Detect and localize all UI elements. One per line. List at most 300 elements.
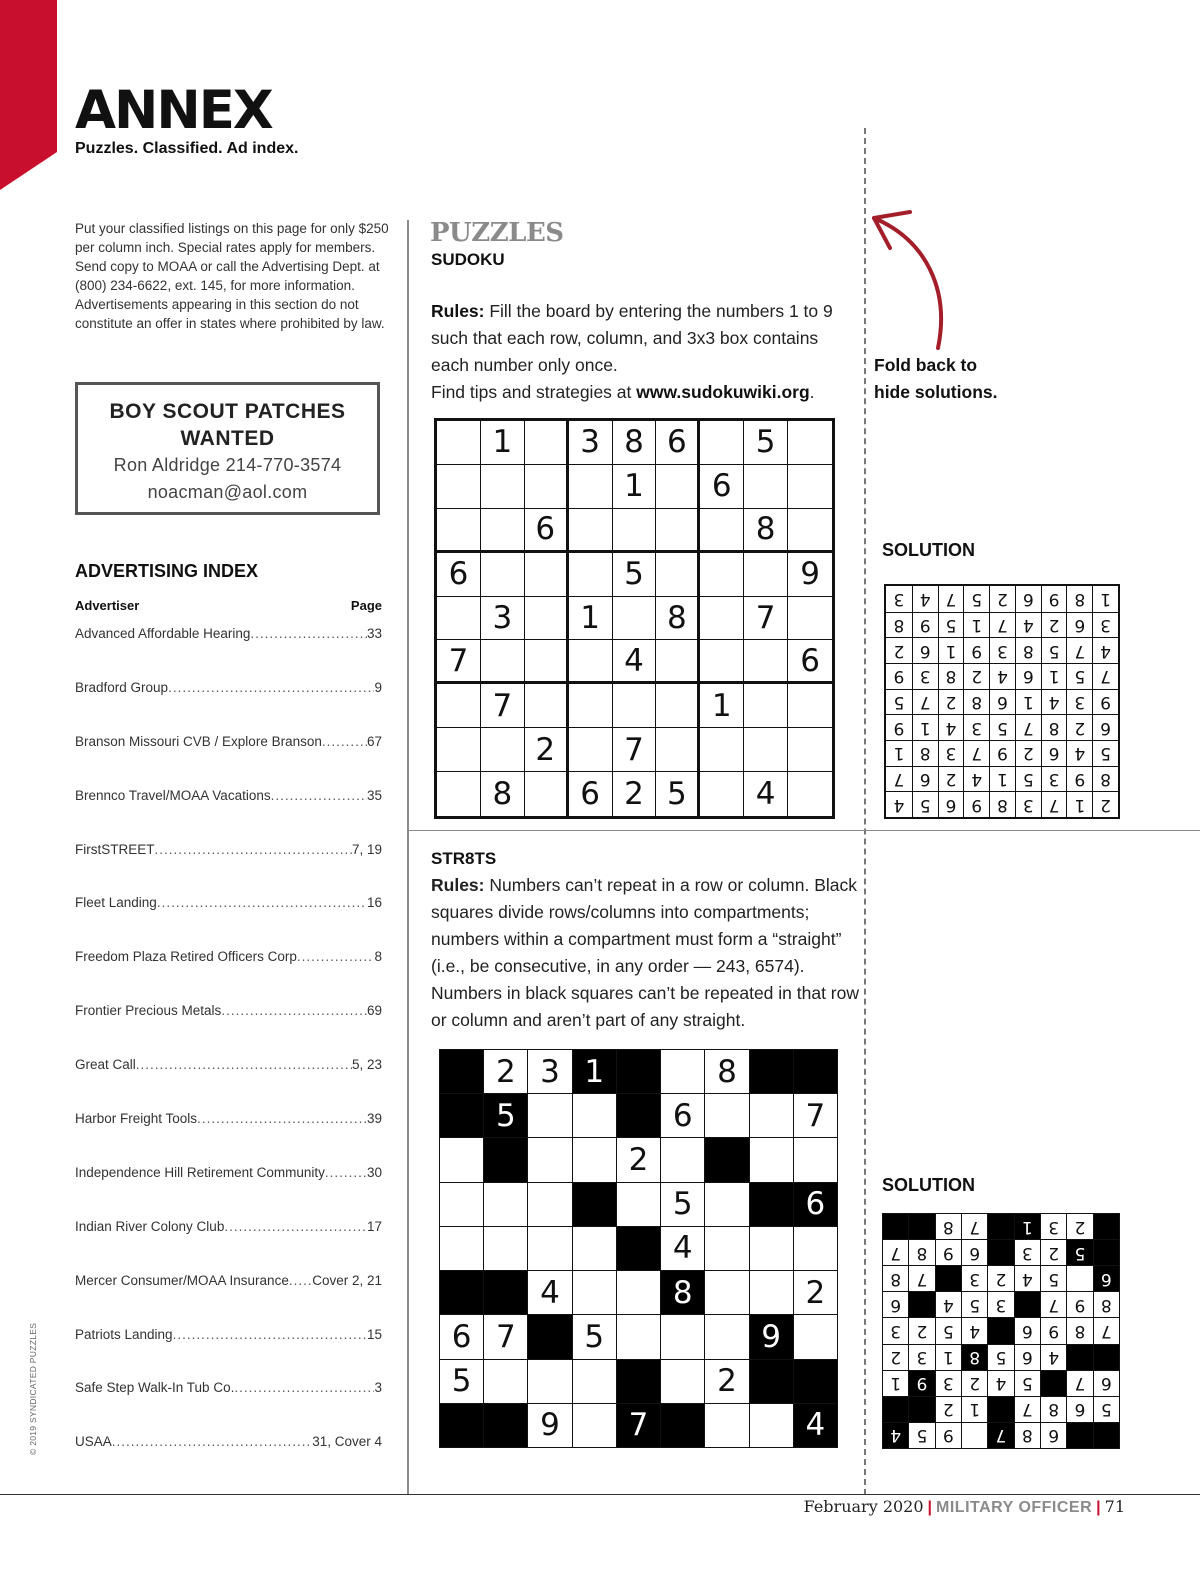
str8ts-white-cell: 8 xyxy=(1041,1397,1066,1422)
str8ts-white-cell: 8 xyxy=(883,1266,908,1291)
advertiser-page: 15 xyxy=(366,1326,382,1342)
sudoku-cell[interactable]: 5 xyxy=(744,421,788,465)
str8ts-white-cell: 6 xyxy=(1067,1397,1092,1422)
sudoku-cell[interactable] xyxy=(525,553,569,597)
sudoku-cell: 2 xyxy=(989,586,1015,612)
sudoku-cell[interactable] xyxy=(525,597,569,641)
sudoku-cell[interactable]: 3 xyxy=(569,421,613,465)
sudoku-cell: 9 xyxy=(912,612,938,638)
str8ts-white-cell[interactable]: 2 xyxy=(705,1360,748,1403)
sudoku-cell: 2 xyxy=(963,663,989,689)
str8ts-white-cell[interactable]: 9 xyxy=(528,1404,571,1447)
advertiser-page: Cover 2, 21 xyxy=(312,1272,382,1288)
str8ts-white-cell: 1 xyxy=(936,1345,961,1370)
str8ts-white-cell: 4 xyxy=(936,1292,961,1317)
sudoku-cell[interactable] xyxy=(569,684,613,728)
sudoku-cell: 3 xyxy=(989,637,1015,663)
advertiser-page: 17 xyxy=(366,1218,382,1234)
str8ts-white-cell[interactable] xyxy=(661,1360,704,1403)
sudoku-cell[interactable]: 6 xyxy=(788,640,832,684)
str8ts-white-cell: 2 xyxy=(1041,1240,1066,1265)
sudoku-cell: 5 xyxy=(1015,766,1041,792)
advertiser-page: 16 xyxy=(366,895,382,911)
sudoku-cell[interactable]: 6 xyxy=(656,421,700,465)
sudoku-cell[interactable] xyxy=(569,728,613,772)
str8ts-white-cell[interactable] xyxy=(661,1315,704,1358)
advertising-index-list xyxy=(75,620,382,1482)
sudoku-cell[interactable] xyxy=(656,684,700,728)
str8ts-white-cell[interactable] xyxy=(440,1227,483,1270)
ad-contact-email: noacman@aol.com xyxy=(147,482,308,502)
advertiser-page: 3 xyxy=(374,1380,382,1396)
str8ts-black-cell xyxy=(1094,1423,1119,1448)
str8ts-white-cell[interactable] xyxy=(794,1227,837,1270)
str8ts-black-cell xyxy=(909,1292,934,1317)
str8ts-white-cell[interactable] xyxy=(440,1138,483,1181)
str8ts-white-cell[interactable]: 7 xyxy=(794,1094,837,1137)
sudoku-cell[interactable] xyxy=(525,465,569,509)
str8ts-white-cell: 2 xyxy=(988,1266,1013,1291)
sudoku-cell[interactable] xyxy=(744,553,788,597)
ad-index-entry xyxy=(75,1051,382,1105)
str8ts-black-cell xyxy=(750,1050,793,1093)
sudoku-cell: 6 xyxy=(1092,714,1118,740)
str8ts-white-cell[interactable] xyxy=(573,1227,616,1270)
leader-dots xyxy=(224,1213,367,1267)
sudoku-cell: 6 xyxy=(1066,612,1092,638)
sudoku-cell[interactable]: 8 xyxy=(656,597,700,641)
sudoku-cell[interactable] xyxy=(788,509,832,553)
classified-ad-box xyxy=(75,382,380,515)
sudoku-cell[interactable] xyxy=(656,640,700,684)
str8ts-black-cell xyxy=(528,1315,571,1358)
str8ts-white-cell[interactable] xyxy=(750,1138,793,1181)
str8ts-grid xyxy=(439,1049,838,1448)
sudoku-cell: 5 xyxy=(963,586,989,612)
sudoku-cell: 6 xyxy=(1015,663,1041,689)
str8ts-white-cell[interactable] xyxy=(528,1360,571,1403)
sudoku-cell[interactable] xyxy=(613,684,657,728)
sudoku-cell: 1 xyxy=(1092,586,1118,612)
sudoku-cell[interactable] xyxy=(613,597,657,641)
sudoku-cell[interactable] xyxy=(700,553,744,597)
col-page: Page xyxy=(350,598,382,613)
sudoku-cell[interactable] xyxy=(656,509,700,553)
sudoku-cell: 3 xyxy=(1092,612,1118,638)
sudoku-cell[interactable] xyxy=(788,597,832,641)
str8ts-black-cell: 4 xyxy=(794,1404,837,1447)
advertiser-name: Great Call xyxy=(75,1057,136,1073)
sudoku-cell[interactable] xyxy=(700,772,744,816)
advertiser-page: 33 xyxy=(366,626,382,641)
str8ts-rules-text: Numbers can’t repeat in a row or column. Black squares divide rows/columns into compartments; numbers within a compartment must form a “straight” (i.e., be consecutive, in any order — 243, 6574). Numbers in black squares can’t be repeated in that row or column and aren’t part of any straight. xyxy=(431,875,860,1030)
str8ts-white-cell[interactable] xyxy=(528,1183,571,1226)
sudoku-cell[interactable] xyxy=(744,684,788,728)
sudoku-cell: 9 xyxy=(1041,586,1067,612)
ad-index-entry xyxy=(75,1213,382,1267)
str8ts-white-cell: 8 xyxy=(1015,1423,1040,1448)
str8ts-white-cell: 6 xyxy=(962,1240,987,1265)
str8ts-white-cell: 5 xyxy=(1041,1266,1066,1291)
sudoku-cell[interactable] xyxy=(437,465,481,509)
sudoku-cell[interactable] xyxy=(744,465,788,509)
leader-dots xyxy=(234,1374,374,1428)
sudoku-cell[interactable] xyxy=(788,728,832,772)
sudoku-cell: 4 xyxy=(886,791,912,817)
sudoku-cell: 4 xyxy=(1066,740,1092,766)
puzzles-heading: PUZZLES xyxy=(430,218,564,248)
sudoku-cell[interactable] xyxy=(656,553,700,597)
sudoku-cell: 2 xyxy=(1066,714,1092,740)
leader-dots xyxy=(173,1321,367,1375)
str8ts-white-cell[interactable] xyxy=(573,1404,616,1447)
str8ts-white-cell: 3 xyxy=(962,1266,987,1291)
leader-dots xyxy=(250,620,367,674)
sudoku-cell[interactable]: 3 xyxy=(481,597,525,641)
sudoku-cell[interactable]: 4 xyxy=(744,772,788,816)
str8ts-white-cell[interactable] xyxy=(484,1227,527,1270)
footer-rule xyxy=(0,1494,1200,1495)
str8ts-black-cell xyxy=(1094,1240,1119,1265)
str8ts-white-cell[interactable]: 2 xyxy=(794,1271,837,1314)
str8ts-black-cell xyxy=(484,1271,527,1314)
sudoku-cell[interactable]: 6 xyxy=(525,509,569,553)
str8ts-black-cell xyxy=(750,1360,793,1403)
sudoku-cell: 8 xyxy=(963,689,989,715)
str8ts-rules xyxy=(431,872,861,1034)
sudoku-cell[interactable] xyxy=(656,728,700,772)
sudoku-cell: 6 xyxy=(912,766,938,792)
advertiser-page: 8 xyxy=(374,949,382,965)
str8ts-white-cell[interactable]: 4 xyxy=(528,1271,571,1314)
str8ts-white-cell[interactable] xyxy=(750,1271,793,1314)
sudoku-cell[interactable] xyxy=(437,684,481,728)
sudoku-cell[interactable]: 1 xyxy=(569,597,613,641)
sudoku-cell[interactable] xyxy=(569,509,613,553)
sudoku-cell: 3 xyxy=(1066,689,1092,715)
str8ts-white-cell[interactable]: 6 xyxy=(440,1315,483,1358)
sudoku-cell[interactable]: 8 xyxy=(613,421,657,465)
sudoku-cell[interactable] xyxy=(525,772,569,816)
str8ts-black-cell xyxy=(1094,1345,1119,1370)
sudoku-cell[interactable] xyxy=(437,421,481,465)
str8ts-white-cell: 4 xyxy=(988,1371,1013,1396)
sudoku-cell[interactable] xyxy=(700,728,744,772)
str8ts-black-cell xyxy=(794,1360,837,1403)
sudoku-cell[interactable]: 6 xyxy=(437,553,481,597)
ad-index-entry xyxy=(75,674,382,728)
str8ts-white-cell: 2 xyxy=(936,1397,961,1422)
advertiser-page: 7, 19 xyxy=(351,841,382,857)
sudoku-cell[interactable] xyxy=(744,728,788,772)
str8ts-white-cell: 4 xyxy=(1041,1345,1066,1370)
copyright-note: © 2019 SYNDICATED PUZZLES xyxy=(28,1322,38,1455)
str8ts-black-cell xyxy=(573,1183,616,1226)
sudoku-cell[interactable] xyxy=(569,553,613,597)
sudoku-grid xyxy=(434,418,835,819)
sudoku-cell[interactable] xyxy=(788,421,832,465)
advertiser-name: Freedom Plaza Retired Officers Corp xyxy=(75,949,297,965)
str8ts-white-cell[interactable] xyxy=(705,1094,748,1137)
sudoku-cell[interactable]: 7 xyxy=(744,597,788,641)
str8ts-white-cell[interactable] xyxy=(705,1227,748,1270)
sudoku-cell[interactable] xyxy=(744,640,788,684)
sudoku-cell[interactable]: 1 xyxy=(481,421,525,465)
tips-link[interactable]: www.sudokuwiki.org xyxy=(636,382,810,402)
sudoku-cell: 1 xyxy=(938,637,964,663)
leader-dots xyxy=(271,782,367,836)
str8ts-white-cell[interactable]: 5 xyxy=(573,1315,616,1358)
str8ts-white-cell[interactable] xyxy=(705,1183,748,1226)
str8ts-white-cell[interactable] xyxy=(750,1094,793,1137)
advertiser-page: 39 xyxy=(366,1111,382,1127)
sudoku-cell[interactable] xyxy=(437,772,481,816)
str8ts-white-cell[interactable]: 2 xyxy=(484,1050,527,1093)
str8ts-white-cell[interactable] xyxy=(661,1138,704,1181)
ad-index-entry xyxy=(75,1321,382,1375)
str8ts-black-cell xyxy=(617,1360,660,1403)
str8ts-white-cell: 2 xyxy=(909,1318,934,1343)
str8ts-black-cell: 5 xyxy=(484,1094,527,1137)
str8ts-white-cell[interactable] xyxy=(484,1183,527,1226)
ad-index-entry xyxy=(75,997,382,1051)
str8ts-black-cell xyxy=(988,1240,1013,1265)
advertiser-name: Patriots Landing xyxy=(75,1326,173,1342)
sudoku-cell[interactable]: 1 xyxy=(700,684,744,728)
str8ts-white-cell: 3 xyxy=(883,1318,908,1343)
str8ts-black-cell xyxy=(794,1050,837,1093)
sudoku-cell[interactable] xyxy=(437,597,481,641)
sudoku-cell: 1 xyxy=(1041,663,1067,689)
sudoku-cell[interactable] xyxy=(525,684,569,728)
str8ts-white-cell[interactable] xyxy=(750,1404,793,1447)
str8ts-white-cell: 1 xyxy=(883,1371,908,1396)
sudoku-cell[interactable] xyxy=(481,465,525,509)
sudoku-cell: 9 xyxy=(989,740,1015,766)
sudoku-cell[interactable] xyxy=(569,465,613,509)
sudoku-cell: 9 xyxy=(886,663,912,689)
sudoku-cell[interactable]: 7 xyxy=(437,640,481,684)
sudoku-cell[interactable] xyxy=(788,772,832,816)
str8ts-white-cell: 6 xyxy=(1015,1345,1040,1370)
str8ts-white-cell[interactable]: 5 xyxy=(661,1183,704,1226)
sudoku-cell: 7 xyxy=(989,612,1015,638)
str8ts-white-cell[interactable] xyxy=(661,1050,704,1093)
sudoku-rules xyxy=(431,298,851,406)
sudoku-cell: 5 xyxy=(989,714,1015,740)
str8ts-white-cell: 9 xyxy=(936,1240,961,1265)
sudoku-cell[interactable] xyxy=(613,509,657,553)
str8ts-white-cell: 3 xyxy=(936,1371,961,1396)
sudoku-cell[interactable] xyxy=(481,509,525,553)
advertiser-name: Brennco Travel/MOAA Vacations xyxy=(75,787,271,803)
rules-text: Fill the board by entering the numbers 1 to 9 such that each row, column, and 3x3 box contains each number only once. xyxy=(431,301,833,375)
leader-dots xyxy=(197,1105,367,1159)
str8ts-white-cell[interactable] xyxy=(617,1271,660,1314)
str8ts-black-cell: 9 xyxy=(750,1315,793,1358)
sudoku-cell[interactable]: 8 xyxy=(481,772,525,816)
str8ts-black-cell xyxy=(484,1138,527,1181)
sudoku-cell: 4 xyxy=(912,586,938,612)
sudoku-cell: 5 xyxy=(1066,663,1092,689)
str8ts-white-cell: 7 xyxy=(909,1266,934,1291)
curved-arrow-icon xyxy=(866,200,956,355)
str8ts-white-cell[interactable] xyxy=(484,1360,527,1403)
sudoku-cell: 9 xyxy=(886,714,912,740)
puzzle-divider xyxy=(409,830,1200,831)
str8ts-white-cell[interactable] xyxy=(617,1315,660,1358)
sudoku-cell: 3 xyxy=(938,740,964,766)
advertiser-name: Branson Missouri CVB / Explore Branson xyxy=(75,733,322,749)
sudoku-cell: 1 xyxy=(989,766,1015,792)
sudoku-cell[interactable]: 4 xyxy=(613,640,657,684)
page-footer: February 2020 | MILITARY OFFICER | 71 xyxy=(803,1497,1125,1516)
leader-dots xyxy=(322,728,367,782)
sudoku-cell[interactable] xyxy=(481,553,525,597)
str8ts-white-cell: 9 xyxy=(936,1423,961,1448)
str8ts-white-cell[interactable] xyxy=(794,1315,837,1358)
ad-contact-phone: Ron Aldridge 214-770-3574 xyxy=(113,455,342,475)
sudoku-cell: 4 xyxy=(989,663,1015,689)
sudoku-solution-label: SOLUTION xyxy=(882,540,975,560)
str8ts-white-cell: 8 xyxy=(909,1240,934,1265)
fold-note-line1: Fold back to xyxy=(874,355,978,375)
advertiser-name: USAA xyxy=(75,1434,112,1450)
ad-index-entry xyxy=(75,836,382,890)
sudoku-cell[interactable]: 5 xyxy=(656,772,700,816)
str8ts-white-cell[interactable] xyxy=(573,1138,616,1181)
str8ts-white-cell[interactable] xyxy=(573,1094,616,1137)
str8ts-white-cell: 1 xyxy=(962,1397,987,1422)
sudoku-cell: 7 xyxy=(963,740,989,766)
str8ts-white-cell[interactable]: 7 xyxy=(484,1315,527,1358)
sudoku-cell[interactable] xyxy=(525,421,569,465)
str8ts-white-cell: 5 xyxy=(909,1423,934,1448)
sudoku-cell: 2 xyxy=(938,689,964,715)
sudoku-cell[interactable]: 8 xyxy=(744,509,788,553)
advertiser-page: 69 xyxy=(366,1003,382,1019)
str8ts-black-cell: 1 xyxy=(1015,1214,1040,1239)
sudoku-cell[interactable] xyxy=(437,509,481,553)
str8ts-white-cell: 5 xyxy=(962,1292,987,1317)
sudoku-heading: SUDOKU xyxy=(431,250,505,269)
leader-dots xyxy=(297,943,375,997)
str8ts-white-cell[interactable]: 2 xyxy=(617,1138,660,1181)
str8ts-white-cell: 5 xyxy=(936,1318,961,1343)
sudoku-cell: 6 xyxy=(1041,740,1067,766)
sudoku-cell[interactable] xyxy=(481,728,525,772)
sudoku-cell[interactable] xyxy=(700,597,744,641)
sudoku-cell[interactable] xyxy=(525,640,569,684)
ad-title-line2: WANTED xyxy=(180,427,275,450)
str8ts-white-cell[interactable] xyxy=(528,1138,571,1181)
sudoku-cell[interactable]: 7 xyxy=(481,684,525,728)
str8ts-white-cell[interactable] xyxy=(440,1183,483,1226)
str8ts-black-cell: 8 xyxy=(962,1345,987,1370)
str8ts-white-cell: 7 xyxy=(1067,1371,1092,1396)
str8ts-white-cell: 5 xyxy=(1094,1397,1119,1422)
sudoku-cell: 1 xyxy=(912,714,938,740)
sudoku-cell[interactable]: 1 xyxy=(613,465,657,509)
sudoku-cell[interactable] xyxy=(700,421,744,465)
sudoku-cell: 3 xyxy=(893,588,905,609)
str8ts-white-cell[interactable]: 4 xyxy=(661,1227,704,1270)
sudoku-cell[interactable] xyxy=(700,509,744,553)
str8ts-white-cell[interactable]: 5 xyxy=(440,1360,483,1403)
sudoku-cell[interactable]: 2 xyxy=(613,772,657,816)
str8ts-white-cell: 3 xyxy=(1015,1240,1040,1265)
str8ts-black-cell: 7 xyxy=(617,1404,660,1447)
advertiser-name: Fleet Landing xyxy=(75,895,157,911)
str8ts-white-cell[interactable] xyxy=(617,1183,660,1226)
sudoku-cell: 5 xyxy=(912,791,938,817)
str8ts-white-cell[interactable] xyxy=(528,1094,571,1137)
advertiser-name: Mercer Consumer/MOAA Insurance xyxy=(75,1272,289,1288)
sudoku-cell: 6 xyxy=(912,637,938,663)
str8ts-white-cell[interactable]: 8 xyxy=(705,1050,748,1093)
str8ts-white-cell: 5 xyxy=(1015,1371,1040,1396)
sudoku-cell[interactable] xyxy=(788,684,832,728)
sudoku-cell: 2 xyxy=(1041,612,1067,638)
str8ts-white-cell[interactable]: 3 xyxy=(528,1050,571,1093)
fold-note-line2: hide solutions. xyxy=(874,382,998,402)
sudoku-cell[interactable] xyxy=(788,465,832,509)
sudoku-cell: 7 xyxy=(938,586,964,612)
sudoku-cell[interactable] xyxy=(569,640,613,684)
issue-date: February 2020 xyxy=(803,1497,924,1516)
sudoku-cell: 7 xyxy=(1041,791,1067,817)
leader-dots xyxy=(168,674,374,728)
str8ts-white-cell[interactable] xyxy=(705,1271,748,1314)
str8ts-white-cell[interactable] xyxy=(750,1227,793,1270)
sudoku-cell: 3 xyxy=(1041,766,1067,792)
advertiser-name: FirstSTREET xyxy=(75,841,155,857)
sudoku-cell[interactable] xyxy=(437,728,481,772)
str8ts-white-cell: 7 xyxy=(883,1240,908,1265)
sudoku-cell[interactable]: 2 xyxy=(525,728,569,772)
sudoku-cell[interactable] xyxy=(700,640,744,684)
sudoku-cell: 6 xyxy=(989,689,1015,715)
str8ts-black-cell xyxy=(936,1266,961,1291)
str8ts-white-cell[interactable] xyxy=(705,1315,748,1358)
sudoku-cell: 8 xyxy=(912,740,938,766)
sudoku-cell[interactable]: 7 xyxy=(613,728,657,772)
str8ts-white-cell: 8 xyxy=(1094,1292,1119,1317)
sudoku-cell[interactable]: 9 xyxy=(788,553,832,597)
str8ts-white-cell[interactable] xyxy=(705,1404,748,1447)
sudoku-cell[interactable]: 5 xyxy=(613,553,657,597)
advertiser-page: 35 xyxy=(366,787,382,803)
sudoku-cell[interactable] xyxy=(656,465,700,509)
str8ts-black-cell xyxy=(1067,1345,1092,1370)
str8ts-black-cell: 8 xyxy=(661,1271,704,1314)
tips-suffix: . xyxy=(809,382,815,402)
sudoku-cell: 9 xyxy=(963,791,989,817)
sudoku-cell: 5 xyxy=(1041,637,1067,663)
sudoku-cell: 8 xyxy=(938,663,964,689)
str8ts-white-cell[interactable] xyxy=(528,1227,571,1270)
str8ts-white-cell: 5 xyxy=(988,1345,1013,1370)
str8ts-white-cell: 9 xyxy=(1041,1318,1066,1343)
str8ts-white-cell[interactable] xyxy=(573,1360,616,1403)
sudoku-cell[interactable] xyxy=(481,640,525,684)
str8ts-white-cell[interactable] xyxy=(794,1138,837,1181)
sudoku-cell[interactable]: 6 xyxy=(569,772,613,816)
sudoku-cell[interactable]: 6 xyxy=(700,465,744,509)
str8ts-black-cell: 9 xyxy=(909,1371,934,1396)
str8ts-white-cell[interactable]: 6 xyxy=(661,1094,704,1137)
str8ts-white-cell[interactable] xyxy=(573,1271,616,1314)
